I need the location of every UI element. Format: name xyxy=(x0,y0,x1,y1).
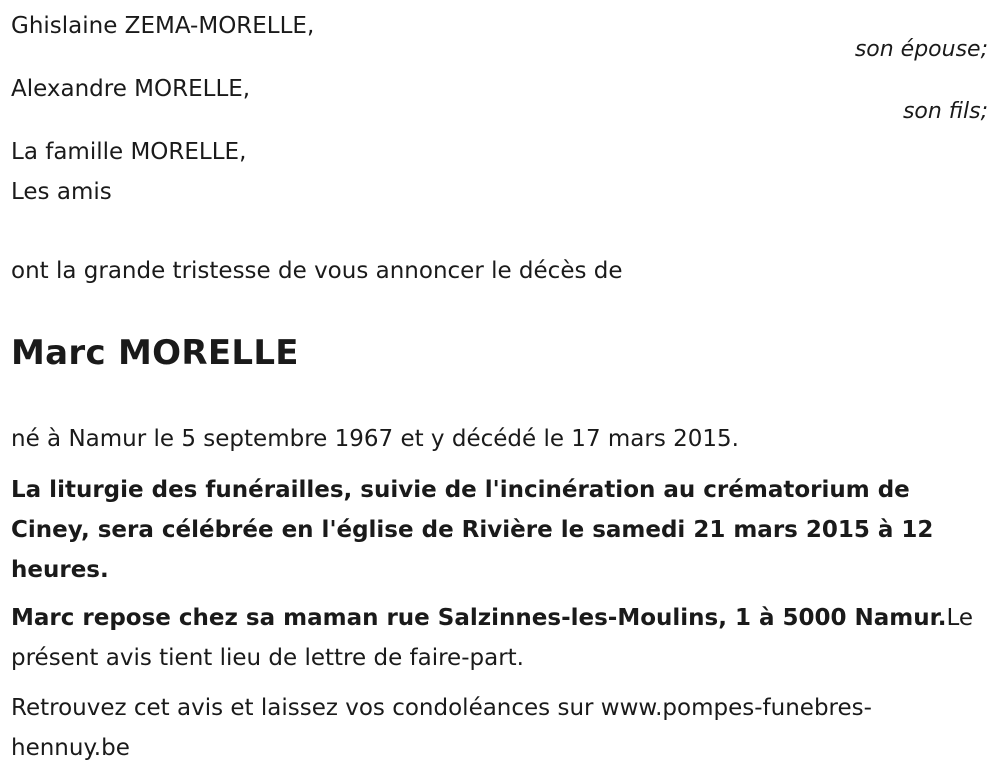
repose-paragraph xyxy=(11,598,986,678)
birth-death-info: né à Namur le 5 septembre 1967 et y décédé le 17 mars 2015. xyxy=(11,426,739,452)
repose-info: Marc repose chez sa maman rue Salzinnes-les-Moulins, 1 à 5000 Namur. xyxy=(11,605,947,631)
condolences-info: Retrouvez cet avis et laissez vos condoléances sur www.pompes-funebres-hennuy.be xyxy=(11,695,872,761)
faire-part-notice: Le présent avis tient lieu de lettre de faire-part. xyxy=(11,605,974,671)
liturgy-info: La liturgie des funérailles, suivie de l'incinération au crématorium de Ciney, sera célébrée en l'église de Rivière le samedi 21 mars 2015 à 12 heures. xyxy=(11,477,934,583)
friends-line: Les amis xyxy=(11,179,112,205)
announcement-text: ont la grande tristesse de vous annoncer le décès de xyxy=(11,258,623,284)
spouse-name: Ghislaine ZEMA-MORELLE, xyxy=(11,13,315,39)
son-role: son fils; xyxy=(902,99,988,124)
son-name: Alexandre MORELLE, xyxy=(11,76,251,102)
family-line: La famille MORELLE, xyxy=(11,139,247,165)
deceased-name: Marc MORELLE xyxy=(11,333,299,373)
spouse-role: son épouse; xyxy=(854,37,988,62)
